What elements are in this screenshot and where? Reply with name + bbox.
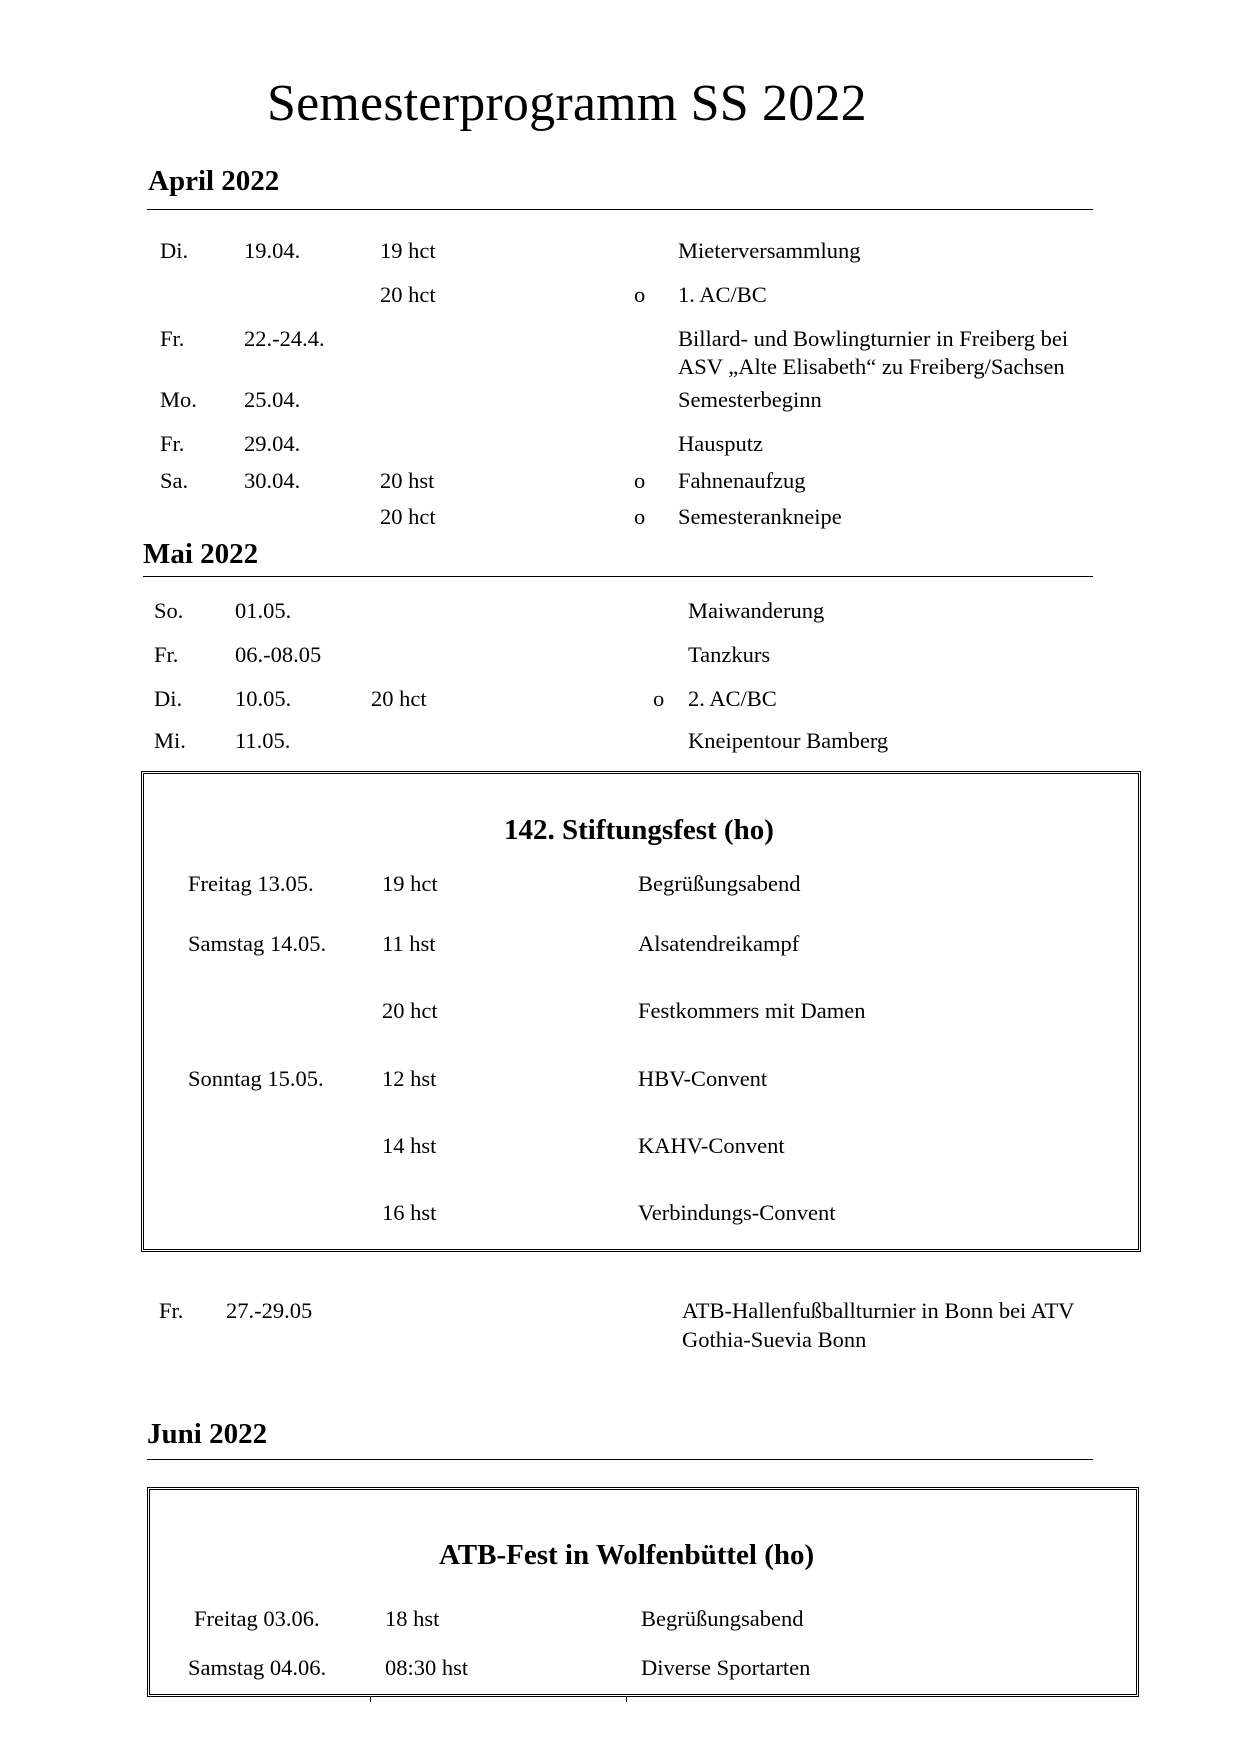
- table-continuation-mark: [370, 1697, 371, 1702]
- date-label: 22.-24.4.: [244, 326, 325, 351]
- time-label: 14 hst: [382, 1133, 437, 1158]
- event-label: Maiwanderung: [688, 598, 825, 623]
- event-label: Begrüßungsabend: [641, 1606, 804, 1631]
- event-label: Kneipentour Bamberg: [688, 728, 889, 753]
- day-label: Samstag 14.05.: [188, 931, 327, 956]
- marker: o: [634, 504, 646, 529]
- date-label: 30.04.: [244, 468, 301, 493]
- table-continuation-mark: [626, 1697, 627, 1702]
- stiftungsfest-box: [141, 771, 1141, 1252]
- event-label: 2. AC/BC: [688, 686, 777, 711]
- date-label: 01.05.: [235, 598, 292, 623]
- event-label-line2: ASV „Alte Elisabeth“ zu Freiberg/Sachsen: [678, 354, 1065, 379]
- event-label: ATB-Hallenfußballturnier in Bonn bei ATV: [682, 1298, 1075, 1323]
- event-label: Semesterbeginn: [678, 387, 822, 412]
- date-label: 11.05.: [235, 728, 291, 753]
- event-label: Semesterankneipe: [678, 504, 842, 529]
- day-label: Fr.: [160, 431, 185, 456]
- day-label: Sonntag 15.05.: [188, 1066, 324, 1091]
- section-divider: [143, 576, 1093, 577]
- page-title: Semesterprogramm SS 2022: [267, 75, 867, 132]
- date-label: 19.04.: [244, 238, 301, 263]
- time-label: 12 hst: [382, 1066, 437, 1091]
- event-label: Fahnenaufzug: [678, 468, 806, 493]
- day-label: Fr.: [159, 1298, 184, 1323]
- date-label: 10.05.: [235, 686, 292, 711]
- event-label: Hausputz: [678, 431, 763, 456]
- event-label: Begrüßungsabend: [638, 871, 801, 896]
- event-label-line2: Gothia-Suevia Bonn: [682, 1327, 867, 1352]
- marker: o: [634, 468, 646, 493]
- event-label: Billard- und Bowlingturnier in Freiberg bei: [678, 326, 1069, 351]
- date-label: 29.04.: [244, 431, 301, 456]
- event-label: Alsatendreikampf: [638, 931, 800, 956]
- box-title: 142. Stiftungsfest (ho): [504, 814, 774, 846]
- time-label: 20 hct: [382, 998, 438, 1023]
- day-label: Freitag 13.05.: [188, 871, 314, 896]
- date-label: 06.-08.05: [235, 642, 322, 667]
- event-label: Diverse Sportarten: [641, 1655, 811, 1680]
- day-label: Fr.: [154, 642, 179, 667]
- event-label: HBV-Convent: [638, 1066, 768, 1091]
- time-label: 20 hct: [380, 504, 436, 529]
- time-label: 20 hct: [380, 282, 436, 307]
- event-label: Mieterversammlung: [678, 238, 861, 263]
- time-label: 08:30 hst: [385, 1655, 469, 1680]
- day-label: Mi.: [154, 728, 186, 753]
- date-label: 27.-29.05: [226, 1298, 313, 1323]
- box-title: ATB-Fest in Wolfenbüttel (ho): [439, 1539, 815, 1571]
- event-label: Festkommers mit Damen: [638, 998, 866, 1023]
- section-heading-april: April 2022: [148, 165, 280, 197]
- day-label: Samstag 04.06.: [188, 1655, 327, 1680]
- event-label: KAHV-Convent: [638, 1133, 785, 1158]
- day-label: Fr.: [160, 326, 185, 351]
- time-label: 20 hst: [380, 468, 435, 493]
- time-label: 19 hct: [380, 238, 436, 263]
- day-label: Sa.: [160, 468, 189, 493]
- time-label: 11 hst: [382, 931, 436, 956]
- section-heading-juni: Juni 2022: [147, 1418, 268, 1450]
- day-label: Di.: [160, 238, 189, 263]
- day-label: Di.: [154, 686, 183, 711]
- time-label: 20 hct: [371, 686, 427, 711]
- time-label: 16 hst: [382, 1200, 437, 1225]
- section-divider: [147, 1459, 1093, 1460]
- day-label: So.: [154, 598, 184, 623]
- date-label: 25.04.: [244, 387, 301, 412]
- event-label: Tanzkurs: [688, 642, 771, 667]
- marker: o: [634, 282, 646, 307]
- section-divider: [147, 209, 1093, 210]
- time-label: 18 hst: [385, 1606, 440, 1631]
- time-label: 19 hct: [382, 871, 438, 896]
- atbfest-box: [147, 1487, 1139, 1697]
- day-label: Freitag 03.06.: [194, 1606, 320, 1631]
- event-label: 1. AC/BC: [678, 282, 767, 307]
- day-label: Mo.: [160, 387, 197, 412]
- event-label: Verbindungs-Convent: [638, 1200, 836, 1225]
- section-heading-mai: Mai 2022: [143, 538, 259, 570]
- marker: o: [653, 686, 665, 711]
